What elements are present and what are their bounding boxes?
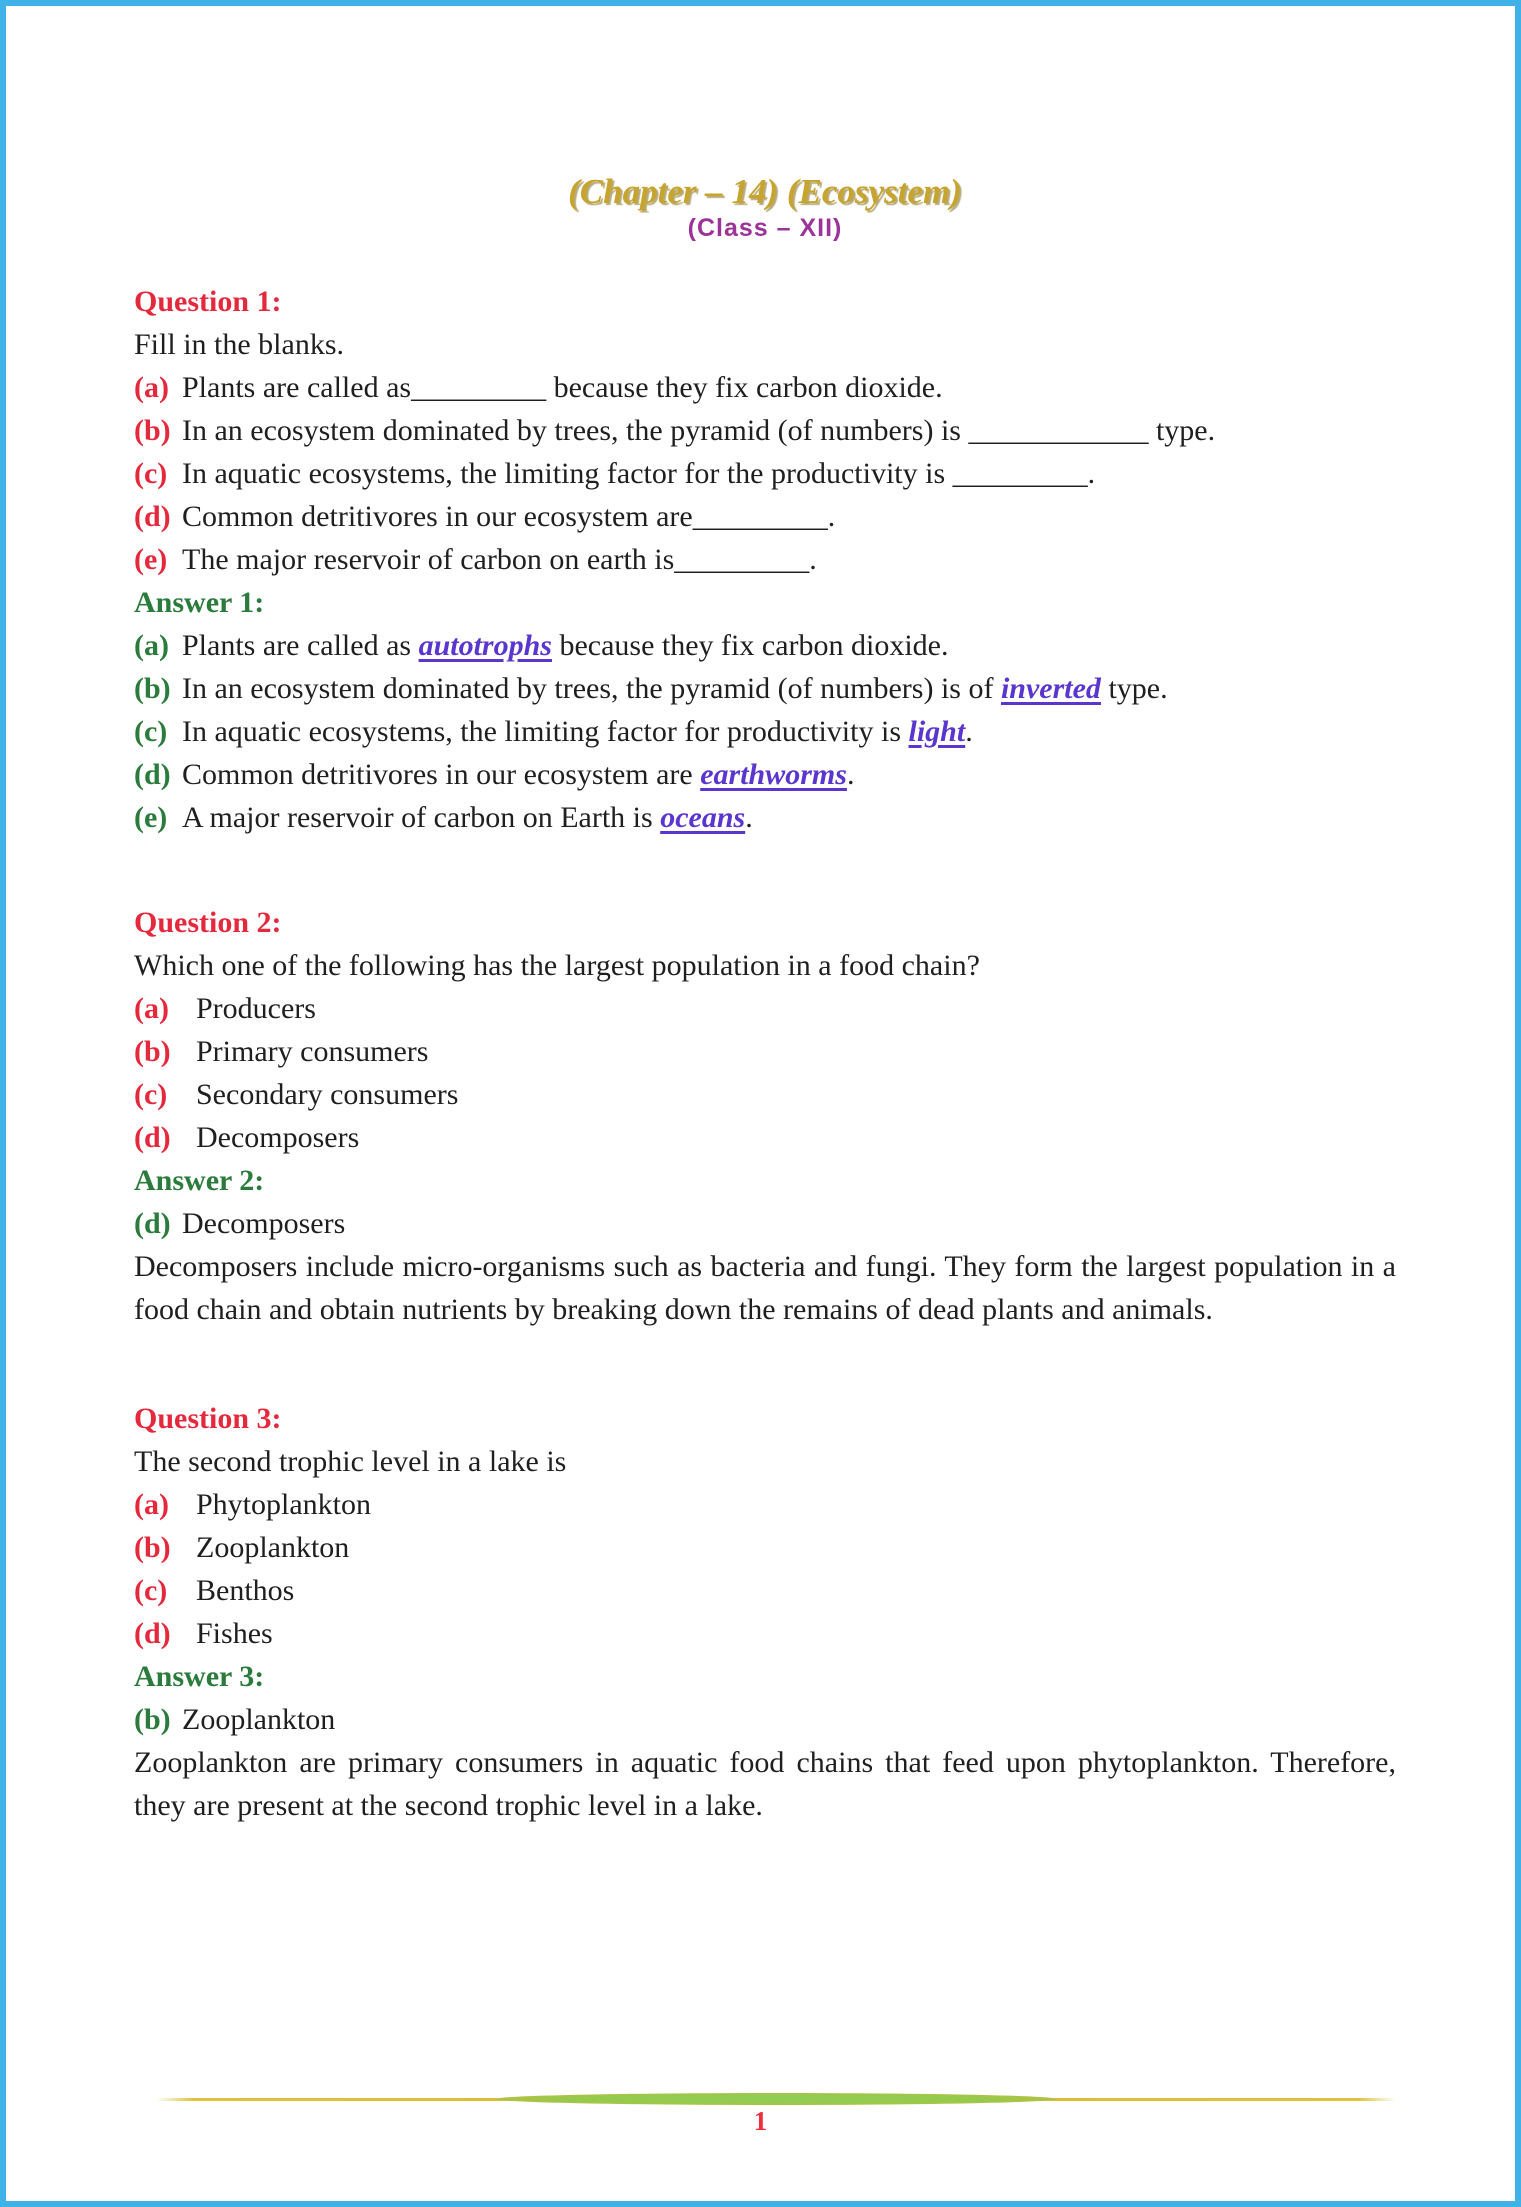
option-marker: (a) (134, 992, 169, 1025)
question-2-option-a (134, 987, 1396, 1030)
option-text: Decomposers (196, 1121, 360, 1154)
question-3-option-a (134, 1483, 1396, 1526)
option-text: Phytoplankton (196, 1488, 372, 1521)
item-marker: (e) (134, 801, 168, 834)
answer-text: . (846, 758, 855, 791)
item-text: In aquatic ecosystems, the limiting factor for the productivity is _________. (182, 457, 1096, 490)
question-2-intro: Which one of the following has the largest population in a food chain? (134, 949, 980, 982)
item-text: In an ecosystem dominated by trees, the pyramid (of numbers) is ____________ type. (182, 414, 1216, 447)
item-marker: (c) (134, 715, 168, 748)
option-text: Benthos (196, 1574, 295, 1607)
answer-3-heading: Answer 3: (134, 1660, 265, 1693)
answer-text: A major reservoir of carbon on Earth is (182, 801, 661, 834)
question-1-heading: Question 1: (134, 285, 282, 318)
item-marker: (a) (134, 371, 169, 404)
question-1-item-c (134, 452, 1396, 495)
item-marker: (e) (134, 543, 168, 576)
option-text: Primary consumers (196, 1035, 429, 1068)
item-marker: (d) (134, 758, 171, 791)
option-text: Zooplankton (182, 1703, 336, 1736)
option-text: Zooplankton (196, 1531, 350, 1564)
item-marker: (a) (134, 629, 169, 662)
answer-text: type. (1100, 672, 1168, 705)
question-2-heading: Question 2: (134, 906, 282, 939)
option-marker: (d) (134, 1617, 171, 1650)
answer-1-item-c (134, 710, 1396, 753)
option-text: Decomposers (182, 1207, 346, 1240)
question-1-item-e (134, 538, 1396, 581)
answer-text: Plants are called as (182, 629, 419, 662)
option-text: Fishes (196, 1617, 273, 1650)
answer-2-explanation: Decomposers include micro-organisms such as bacteria and fungi. They form the largest population in a food chain and obtain nutrients by breaking down the remains of dead plants and animals. (134, 1250, 1396, 1326)
answer-text: In an ecosystem dominated by trees, the pyramid (of numbers) is of (182, 672, 1001, 705)
answer-text: . (965, 715, 973, 748)
question-3-option-d (134, 1612, 1396, 1655)
answer-link-autotrophs[interactable]: autotrophs (418, 629, 552, 662)
item-marker: (c) (134, 457, 168, 490)
answer-1-item-b (134, 667, 1396, 710)
question-1-item-d (134, 495, 1396, 538)
question-2-option-c (134, 1073, 1396, 1116)
answer-2-option (134, 1202, 1396, 1245)
item-marker: (d) (134, 500, 171, 533)
divider-green-ellipse (496, 2093, 1056, 2105)
answer-text: . (745, 801, 753, 834)
question-1-item-a (134, 366, 1396, 409)
option-text: Secondary consumers (196, 1078, 459, 1111)
item-text: The major reservoir of carbon on earth is_________. (182, 543, 817, 576)
item-marker: (b) (134, 672, 171, 705)
option-marker: (b) (134, 1531, 171, 1564)
option-marker: (b) (134, 1703, 171, 1736)
page-number: 1 (753, 2106, 768, 2136)
answer-link-inverted[interactable]: inverted (1000, 672, 1101, 705)
item-text: Plants are called as_________ because they fix carbon dioxide. (182, 371, 943, 404)
option-marker: (c) (134, 1574, 168, 1607)
option-text: Producers (196, 992, 316, 1025)
answer-2-heading: Answer 2: (134, 1164, 265, 1197)
question-1-intro: Fill in the blanks. (134, 328, 344, 361)
option-marker: (d) (134, 1207, 171, 1240)
answer-1-item-a (134, 624, 1396, 667)
title-block (134, 172, 1396, 244)
question-3-option-c (134, 1569, 1396, 1612)
item-text: Common detritivores in our ecosystem are_________. (182, 500, 836, 533)
question-2-option-d (134, 1116, 1396, 1159)
footer-divider (156, 2092, 1396, 2106)
option-marker: (a) (134, 1488, 169, 1521)
class-subtitle: (Class – XII) (687, 214, 843, 242)
question-1-item-b (134, 409, 1396, 452)
answer-1-heading: Answer 1: (134, 586, 265, 619)
option-marker: (c) (134, 1078, 168, 1111)
answer-3-option (134, 1698, 1396, 1741)
answer-text: because they fix carbon dioxide. (551, 629, 949, 662)
answer-link-light[interactable]: light (908, 715, 966, 748)
item-marker: (b) (134, 414, 171, 447)
page-content (134, 172, 1396, 1827)
question-2-option-b (134, 1030, 1396, 1073)
question-3-intro: The second trophic level in a lake is (134, 1445, 567, 1478)
answer-3-explanation: Zooplankton are primary consumers in aquatic food chains that feed upon phytoplankton. Therefore, they are present at the second trophic level in a lake. (134, 1746, 1396, 1822)
answer-text: In aquatic ecosystems, the limiting factor for productivity is (182, 715, 909, 748)
option-marker: (b) (134, 1035, 171, 1068)
answer-1-item-d (134, 753, 1396, 796)
answer-link-earthworms[interactable]: earthworms (700, 758, 847, 791)
answer-link-oceans[interactable]: oceans (660, 801, 746, 834)
question-3-heading: Question 3: (134, 1402, 282, 1435)
answer-1-item-e (134, 796, 1396, 839)
chapter-title: (Chapter – 14) (Ecosystem) (568, 172, 962, 211)
option-marker: (d) (134, 1121, 171, 1154)
question-3-option-b (134, 1526, 1396, 1569)
answer-text: Common detritivores in our ecosystem are (182, 758, 701, 791)
